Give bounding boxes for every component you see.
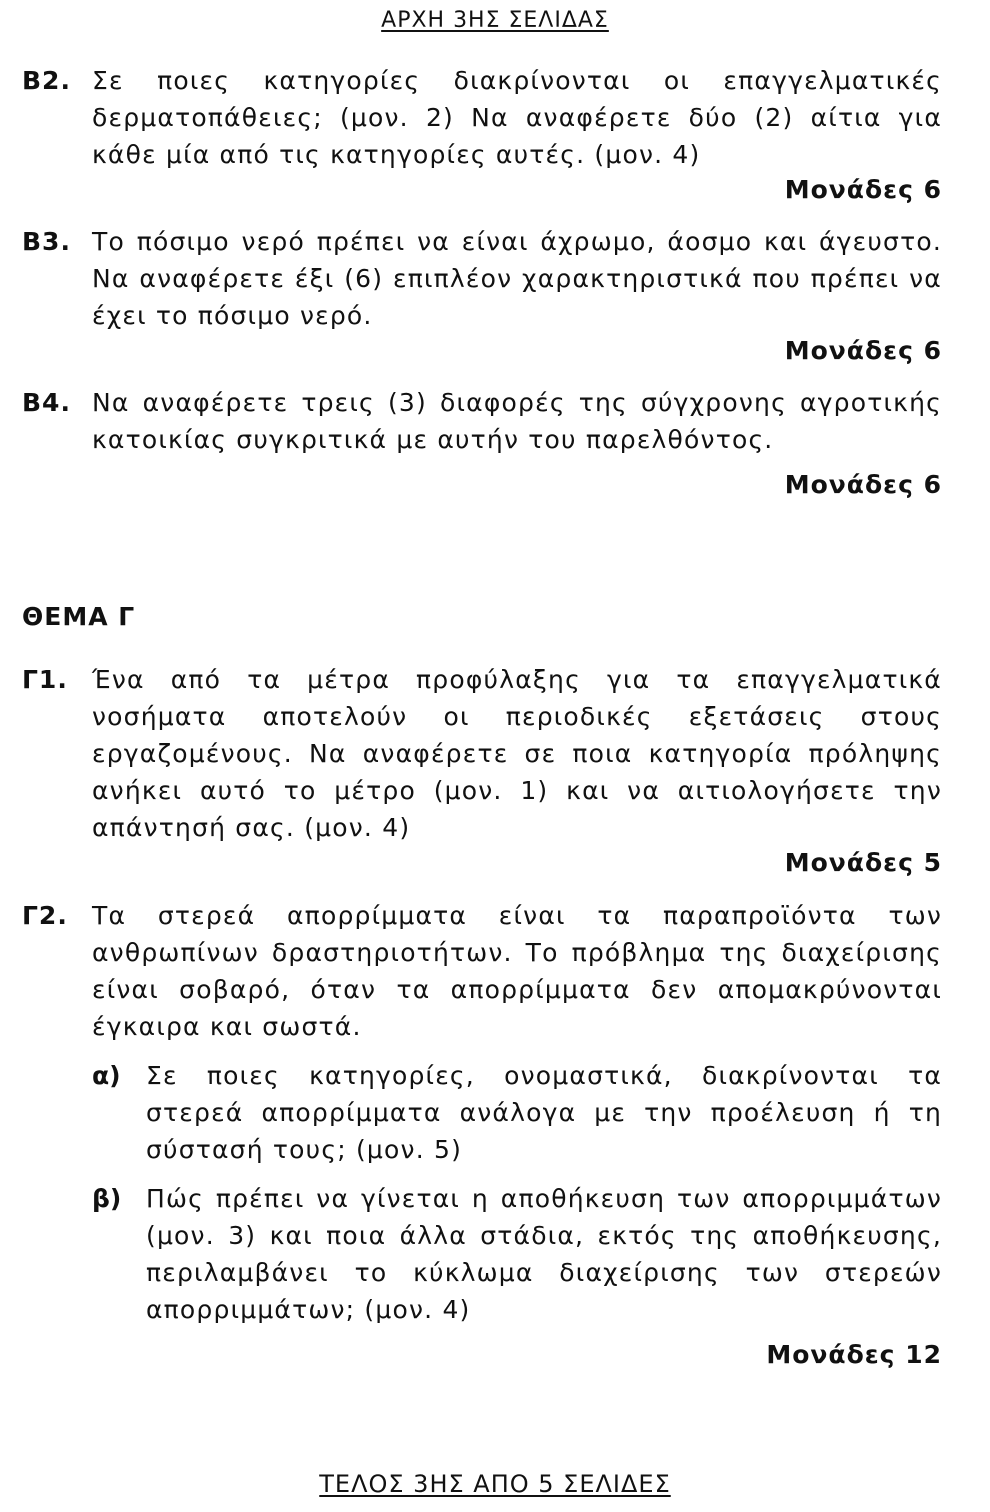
question-g2 <box>22 897 942 1045</box>
subquestion-a <box>92 1057 942 1168</box>
marks-b2: Μονάδες 6 <box>784 175 942 204</box>
section-title: ΘΕΜΑ Γ <box>22 602 136 631</box>
subquestion-b <box>92 1180 942 1328</box>
question-label: Β2. <box>22 66 71 95</box>
question-text: Ένα από τα μέτρα προφύλαξης για τα επαγγελματικά νοσήματα αποτελούν οι περιοδικές εξετάσεις στους εργαζομένους. Να αναφέρετε σε ποια κατηγορία πρόληψης ανήκει αυτό το μέτρο (μον. 1) και να αιτιολογήσετε την απάντησή σας. (μον. 4) <box>92 665 942 842</box>
marks-g2: Μονάδες 12 <box>766 1340 942 1369</box>
subquestion-label: α) <box>92 1061 121 1090</box>
page-header: ΑΡΧΗ 3ΗΣ ΣΕΛΙΔΑΣ <box>381 8 609 33</box>
question-g1 <box>22 661 942 846</box>
question-label: Β4. <box>22 388 71 417</box>
question-b3 <box>22 223 942 334</box>
question-b4 <box>22 384 942 458</box>
question-text: Τα στερεά απορρίμματα είναι τα παραπροϊόντα των ανθρωπίνων δραστηριοτήτων. Το πρόβλημα της διαχείρισης είναι σοβαρό, όταν τα απορρίμματα δεν απομακρύνονται έγκαιρα και σωστά. <box>92 901 942 1041</box>
question-label: Γ2. <box>22 901 68 930</box>
question-text: Σε ποιες κατηγορίες διακρίνονται οι επαγγελματικές δερματοπάθειες; (μον. 2) Να αναφέρετε δύο (2) αίτια για κάθε μία από τις κατηγορίες αυτές. (μον. 4) <box>92 66 942 169</box>
marks-b3: Μονάδες 6 <box>784 336 942 365</box>
marks-g1: Μονάδες 5 <box>784 848 942 877</box>
subquestion-text: Σε ποιες κατηγορίες, ονομαστικά, διακρίνονται τα στερεά απορρίμματα ανάλογα με την προέλευση ή τη σύστασή τους; (μον. 5) <box>146 1061 942 1164</box>
marks-b4: Μονάδες 6 <box>784 470 942 499</box>
question-label: Β3. <box>22 227 71 256</box>
question-b2 <box>22 62 942 173</box>
question-text: Το πόσιμο νερό πρέπει να είναι άχρωμο, άοσμο και άγευστο. Να αναφέρετε έξι (6) επιπλέον χαρακτηριστικά που πρέπει να έχει το πόσιμο νερό. <box>92 227 942 330</box>
subquestion-text: Πώς πρέπει να γίνεται η αποθήκευση των απορριμμάτων (μον. 3) και ποια άλλα στάδια, εκτός της αποθήκευσης, περιλαμβάνει το κύκλωμα διαχείρισης των στερεών απορριμμάτων; (μον. 4) <box>146 1184 942 1324</box>
question-text: Να αναφέρετε τρεις (3) διαφορές της σύγχρονης αγροτικής κατοικίας συγκριτικά με αυτήν του παρελθόντος. <box>92 388 942 454</box>
subquestion-label: β) <box>92 1184 122 1213</box>
question-label: Γ1. <box>22 665 68 694</box>
page-footer: ΤΕΛΟΣ 3ΗΣ ΑΠΟ 5 ΣΕΛΙΔΕΣ <box>319 1470 671 1498</box>
